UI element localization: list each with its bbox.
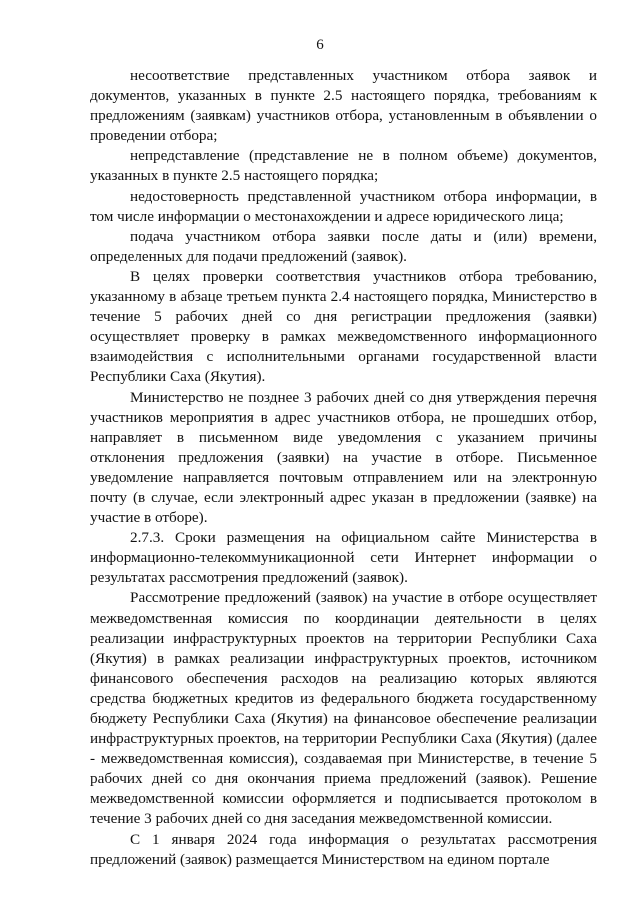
paragraph-notification: Министерство не позднее 3 рабочих дней со дня утверждения перечня участников мероприятия в адрес участников отбора, не прошедших отбор, направляет в письменном виде уведомления с указанием причины отклонения предложения (заявки) на участие в отборе. Письменное уведомление направляется почтовым отправлением или на электронную почту (в случае, если электронный адрес указан в предложении (заявке) на участие в отборе).	[90, 388, 597, 527]
paragraph-rejection-reason-late-submission: подача участником отбора заявки после даты и (или) времени, определенных для подачи предложений (заявок).	[90, 227, 597, 265]
paragraph-results-publication: С 1 января 2024 года информация о результатах рассмотрения предложений (заявок) размещается Министерством на едином портале	[90, 830, 597, 868]
paragraph-section-2-7-3: 2.7.3. Сроки размещения на официальном сайте Министерства в информационно-телекоммуникационной сети Интернет информации о результатах рассмотрения предложений (заявок).	[90, 529, 597, 587]
paragraph-commission-review: Рассмотрение предложений (заявок) на участие в отборе осуществляет межведомственная комиссия по координации деятельности в целях реализации инфраструктурных проектов на территории Республики Саха (Якутия) в рамках реализации инфраструктурных проектов, источником финансового обеспечения расходов на реализацию которых являются средства бюджетных кредитов из федерального бюджета государственному бюджету Республики Саха (Якутия) на финансовое обеспечение реализации инфраструктурных проектов, на территории Республики Саха (Якутия) (далее - межведомственная комиссия), создаваемая при Министерстве, в течение 5 рабочих дней со дня окончания приема предложений (заявок). Решение межведомственной комиссии оформляется и подписывается протоколом в течение 3 рабочих дней со дня заседания межведомственной комиссии.	[90, 589, 597, 828]
page-number: 6	[316, 37, 324, 53]
paragraph-rejection-reason-false-info: недостоверность представленной участником отбора информации, в том числе информации о местонахождении и адресе юридического лица;	[90, 187, 597, 225]
document-body	[90, 66, 597, 870]
paragraph-rejection-reason-missing-documents: непредставление (представление не в полном объеме) документов, указанных в пункте 2.5 настоящего порядка;	[90, 147, 597, 185]
paragraph-rejection-reason-mismatch: несоответствие представленных участником отбора заявок и документов, указанных в пункте 2.5 настоящего порядка, требованиям к предложениям (заявкам) участников отбора, установленным в объявлении о проведении отбора;	[90, 67, 597, 145]
paragraph-interagency-check: В целях проверки соответствия участников отбора требованию, указанному в абзаце третьем пункта 2.4 настоящего порядка, Министерство в течение 5 рабочих дней со дня регистрации предложения (заявки) осуществляет проверку в рамках межведомственного информационного взаимодействия с исполнительными органами государственной власти Республики Саха (Якутия).	[90, 267, 597, 386]
